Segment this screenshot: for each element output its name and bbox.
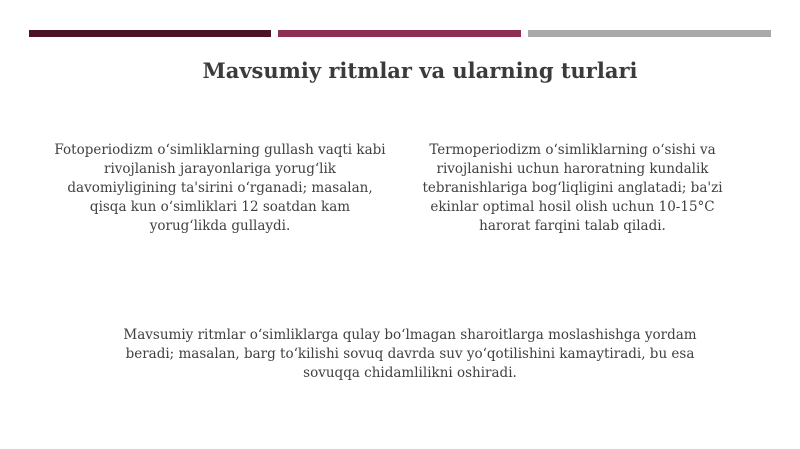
seasonal-rhythms-paragraph: Mavsumiy ritmlar o‘simliklarga qulay bo‘lmagan sharoitlarga moslashishga yordam beradi; masalan, barg to‘kilishi sovuq davrda suv yo‘qotilishini kamaytiradi, bu esa sovuqqa chidamlilikni oshiradi. bbox=[123, 327, 697, 381]
photoperiodism-paragraph: Fotoperiodizm o‘simliklarning gullash vaqti kabi rivojlanish jarayonlariga yorug‘lik davomiyligining ta'sirini o‘rganadi; masalan, qisqa kun o‘simliklari 12 soatdan kam yorug‘likda gullaydi. bbox=[54, 142, 386, 234]
accent-bar-dark bbox=[29, 30, 271, 37]
slide-title: Mavsumiy ritmlar va ularning turlari bbox=[202, 58, 638, 83]
accent-bar-gray bbox=[528, 30, 771, 37]
accent-bar-magenta bbox=[278, 30, 521, 37]
thermoperiodism-paragraph: Termoperiodizm o‘simliklarning o‘sishi va rivojlanishi uchun haroratning kundalik tebranishlariga bog‘liqligini anglatadi; ba'zi ekinlar optimal hosil olish uchun 10-15°C harorat farqini talab qiladi. bbox=[422, 142, 723, 234]
